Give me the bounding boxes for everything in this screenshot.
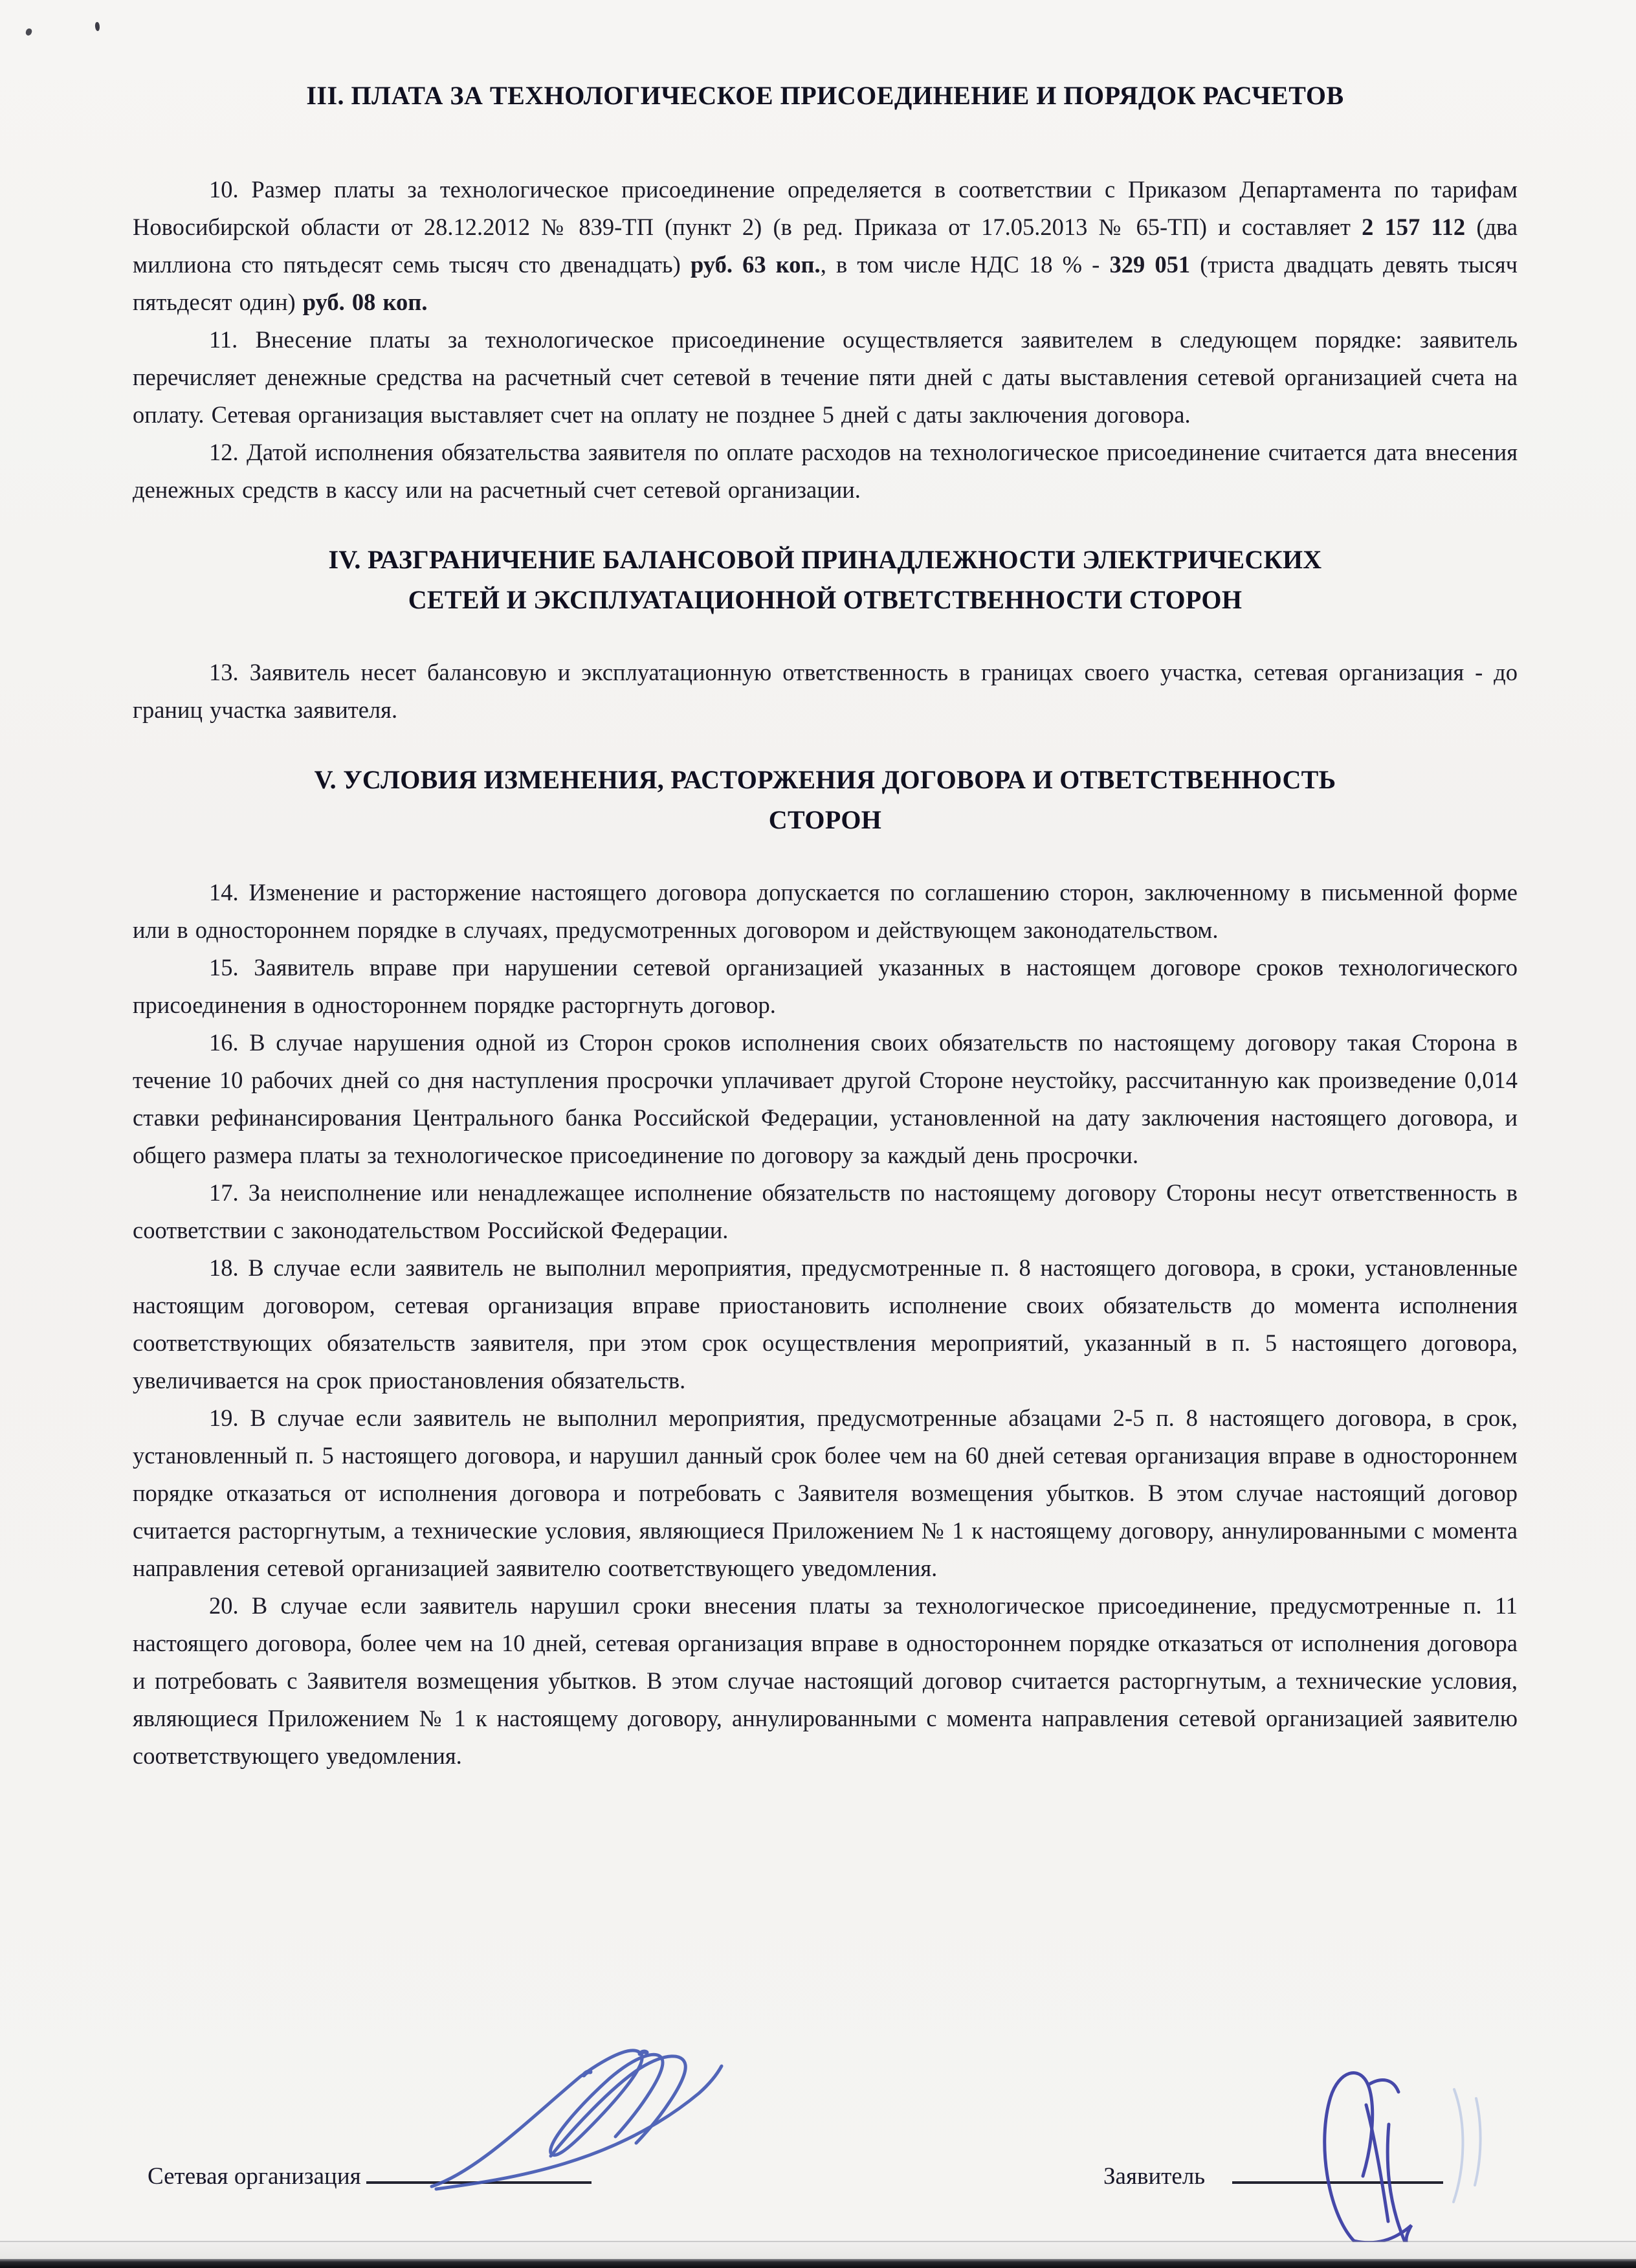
- paragraph-10: [133, 171, 1518, 321]
- vat-kopecks: руб. 08 коп.: [302, 289, 428, 315]
- paragraph-12: 12. Датой исполнения обязательства заявителя по оплате расходов на технологическое присоединение считается дата внесения денежных средств в кассу или на расчетный счет сетевой организации.: [133, 439, 1518, 503]
- applicant-label: Заявитель: [1103, 2163, 1206, 2190]
- scanner-background: [0, 2242, 1636, 2259]
- paragraph-15: 15. Заявитель вправе при нарушении сетевой организацией указанных в настоящем договоре сроков технологического присоединения в одностороннем порядке расторгнуть договор.: [133, 954, 1518, 1018]
- scan-speck: [94, 22, 100, 32]
- paragraph-17: 17. За неисполнение или ненадлежащее исполнение обязательств по настоящему договору Стороны несут ответственность в соответствии с законодательством Российской Федерации.: [133, 1179, 1518, 1243]
- section-3-heading: III. ПЛАТА ЗА ТЕХНОЛОГИЧЕСКОЕ ПРИСОЕДИНЕНИЕ И ПОРЯДОК РАСЧЕТОВ: [306, 81, 1344, 110]
- paragraph-20: 20. В случае если заявитель нарушил сроки внесения платы за технологическое присоединение, предусмотренные п. 11 настоящего договора, более чем на 10 дней, сетевая организация вправе в одностороннем порядке отказаться от исполнения договора и потребовать с Заявителя возмещения убытков. В этом случае настоящий договор считается расторгнутым, а технические условия, являющиеся Приложением № 1 к настоящему договору, аннулированными с момента направления сетевой организацией заявителю соответствующего уведомления.: [133, 1592, 1518, 1769]
- network-org-signature-line: [366, 2155, 591, 2184]
- paragraph-10-text: , в том числе НДС 18 % -: [820, 251, 1110, 278]
- paragraph-14: 14. Изменение и расторжение настоящего договора допускается по соглашению сторон, заключенному в письменной форме или в одностороннем порядке в случаях, предусмотренных договором и действующем законодательством.: [133, 879, 1518, 943]
- paragraph-10-text: (триста двадцать девять тысяч пятьдесят один): [133, 251, 1518, 315]
- document-body: [133, 76, 1518, 1775]
- vat-amount: 329 051: [1109, 251, 1191, 278]
- total-fee-amount: 2 157 112: [1362, 214, 1466, 240]
- paragraph-18: 18. В случае если заявитель не выполнил мероприятия, предусмотренные п. 8 настоящего договора, в сроки, установленные настоящим договором, сетевая организация вправе приостановить исполнение своих обязательств до момента исполнения соответствующих обязательств заявителя, при этом срок осуществления мероприятий, указанный в п. 5 настоящего договора, увеличивается на срок приостановления обязательств.: [133, 1254, 1518, 1394]
- applicant-signature-line: [1232, 2155, 1443, 2184]
- section-5-heading: V. УСЛОВИЯ ИЗМЕНЕНИЯ, РАСТОРЖЕНИЯ ДОГОВОРА И ОТВЕТСТВЕННОСТЬ СТОРОН: [314, 765, 1336, 834]
- total-fee-kopecks: руб. 63 коп.: [690, 251, 821, 278]
- scan-dark-strip: [0, 2259, 1636, 2268]
- paragraph-16: 16. В случае нарушения одной из Сторон сроков исполнения своих обязательств по настоящему договору такая Сторона в течение 10 рабочих дней со дня наступления просрочки уплачивает другой Стороне неустойку, рассчитанную как произведение 0,014 ставки рефинансирования Центрального банка Российской Федерации, установленной на дату заключения настоящего договора, и общего размера платы за технологическое присоединение по договору за каждый день просрочки.: [133, 1029, 1518, 1168]
- network-org-label: Сетевая организация: [148, 2163, 361, 2190]
- paragraph-10-text: 10. Размер платы за технологическое присоединение определяется в соответствии с Приказом Департамента по тарифам Новосибирской области от 28.12.2012 № 839-ТП (пункт 2) (в ред. Приказа от 17.05.2013 № 65-ТП) и составляет: [133, 176, 1518, 240]
- paragraph-19: 19. В случае если заявитель не выполнил мероприятия, предусмотренные абзацами 2-5 п. 8 настоящего договора, в срок, установленный п. 5 настоящего договора, и нарушил данный срок более чем на 60 дней сетевая организация вправе в одностороннем порядке отказаться от исполнения договора и потребовать с Заявителя возмещения убытков. В этом случае настоящий договор считается расторгнутым, а технические условия, являющиеся Приложением № 1 к настоящему договору, аннулированными с момента направления сетевой организацией заявителю соответствующего уведомления.: [133, 1405, 1518, 1581]
- network-org-signature-block: [148, 2155, 591, 2190]
- paragraph-11: 11. Внесение платы за технологическое присоединение осуществляется заявителем в следующем порядке: заявитель перечисляет денежные средства на расчетный счет сетевой в течение пяти дней с даты выставления сетевой организацией счета на оплату. Сетевая организация выставляет счет на оплату не позднее 5 дней с даты заключения договора.: [133, 326, 1518, 428]
- signature-row: [0, 2155, 1636, 2201]
- paragraph-13: 13. Заявитель несет балансовую и эксплуатационную ответственность в границах своего участка, сетевая организация - до границ участка заявителя.: [133, 659, 1518, 723]
- applicant-signature-block: [1103, 2155, 1443, 2190]
- scan-speck: [25, 28, 33, 36]
- paragraph-10-text: (два миллиона сто пятьдесят семь тысяч сто двенадцать): [133, 214, 1518, 278]
- section-4-heading: IV. РАЗГРАНИЧЕНИЕ БАЛАНСОВОЙ ПРИНАДЛЕЖНОСТИ ЭЛЕКТРИЧЕСКИХ СЕТЕЙ И ЭКСПЛУАТАЦИОННОЙ ОТВЕТСТВЕННОСТИ СТОРОН: [328, 545, 1322, 614]
